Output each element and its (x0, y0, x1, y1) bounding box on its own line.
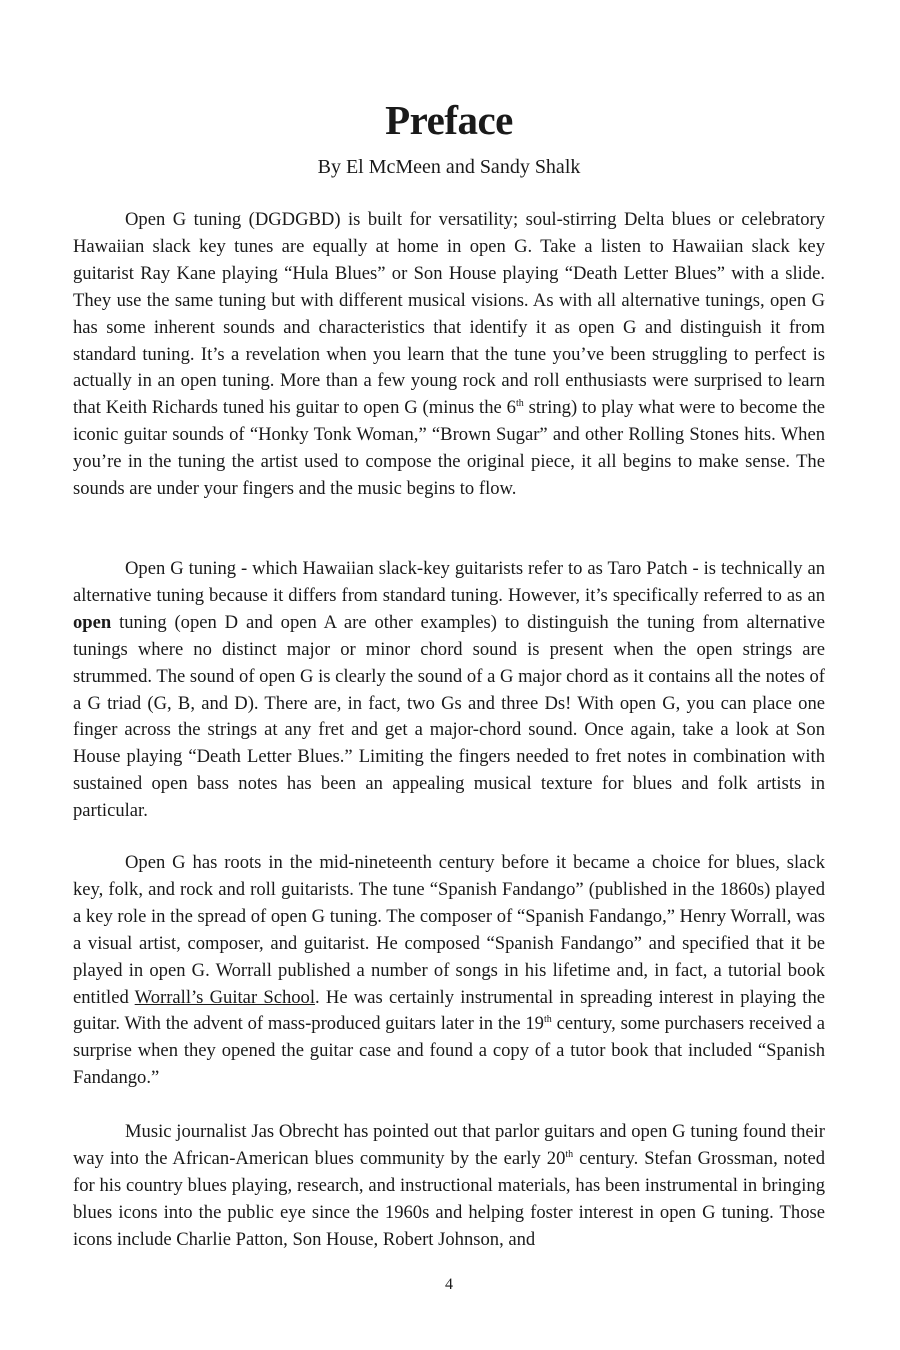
paragraph-3-text-c: century, some purchasers received a surprise when they opened the guitar case and found a copy of a tutor book that included “Spanish Fandango.” (73, 1013, 826, 1089)
paragraph-3-superscript: th (543, 1014, 552, 1026)
paragraph-2-text-b: tuning (open D and open A are other examples) to distinguish the tuning from alternative tunings where no distinct major or minor chord sound is present when the open strings are strummed. The sound of open G is clearly the sound of a G major chord as it contains all the notes of a G triad (G, B, and D). There are, in fact, two Gs and three Ds! With open G, you can place one finger across the strings at any fret and get a major-chord sound. Once again, take a look at Son House playing “Death Letter Blues.” Limiting the fingers needed to fret notes in combination with sustained open bass notes has been an appealing musical texture for blues and folk artists in particular. (73, 611, 825, 822)
paragraph-2-text-a: Open G tuning - which Hawaiian slack-key guitarists refer to as Taro Patch - is technically an alternative tuning because it differs from standard tuning. However, it’s specifically referred to as an (73, 558, 825, 606)
paragraph-2-bold-term: open (73, 611, 112, 633)
byline: By El McMeen and Sandy Shalk (317, 156, 581, 178)
paragraph-1-superscript: th (515, 398, 524, 410)
paragraph-1 (73, 207, 825, 503)
page-title: Preface (385, 97, 513, 143)
paragraph-3-text-a: Open G has roots in the mid-nineteenth century before it became a choice for blues, slack key, folk, and rock and roll guitarists. The tune “Spanish Fandango” (published in the 1860s) played a key role in the spread of open G tuning. The composer of “Spanish Fandango,” Henry Worrall, was a visual artist, composer, and guitarist. He composed “Spanish Fandango” and specified that it be played in open G. Worrall published a number of songs in his lifetime and, in fact, a tutorial book entitled (73, 852, 825, 1008)
paragraph-3 (73, 850, 825, 1092)
page-number: 4 (445, 1276, 453, 1293)
paragraph-4-superscript: th (565, 1148, 574, 1160)
paragraph-3-book-title: Worrall’s Guitar School (134, 986, 316, 1008)
paragraph-1-text-b: string) to play what were to become the iconic guitar sounds of “Honky Tonk Woman,” “Brown Sugar” and other Rolling Stones hits. When you’re in the tuning the artist used to compose the original piece, it all begins to make sense. The sounds are under your fingers and the music begins to flow. (73, 397, 825, 500)
paragraph-4-text-a: Music journalist Jas Obrecht has pointed out that parlor guitars and open G tuning found their way into the African-American blues community by the early 20 (73, 1121, 825, 1169)
paragraph-2 (73, 556, 825, 825)
paragraph-1-text-a: Open G tuning (DGDGBD) is built for versatility; soul-stirring Delta blues or celebratory Hawaiian slack key tunes are equally at home in open G. Take a listen to Hawaiian slack key guitarist Ray Kane playing “Hula Blues” or Son House playing “Death Letter Blues” with a slide. They use the same tuning but with different musical visions. As with all alternative tunings, open G has some inherent sounds and characteristics that identify it as open G and distinguish it from standard tuning. It’s a revelation when you learn that the tune you’ve been struggling to perfect is actually in an open tuning. More than a few young rock and roll enthusiasts were surprised to learn that Keith Richards tuned his guitar to open G (minus the 6 (73, 209, 825, 419)
paragraph-4 (73, 1119, 825, 1254)
paragraph-3-text-b: . He was certainly instrumental in spreading interest in playing the guitar. With the advent of mass-produced guitars later in the 19 (73, 986, 825, 1035)
paragraph-4-text-b: century. Stefan Grossman, noted for his country blues playing, research, and instructional materials, has been instrumental in bringing blues icons into the public eye since the 1960s and helping foster interest in open G tuning. Those icons include Charlie Patton, Son House, Robert Johnson, and (73, 1147, 825, 1250)
